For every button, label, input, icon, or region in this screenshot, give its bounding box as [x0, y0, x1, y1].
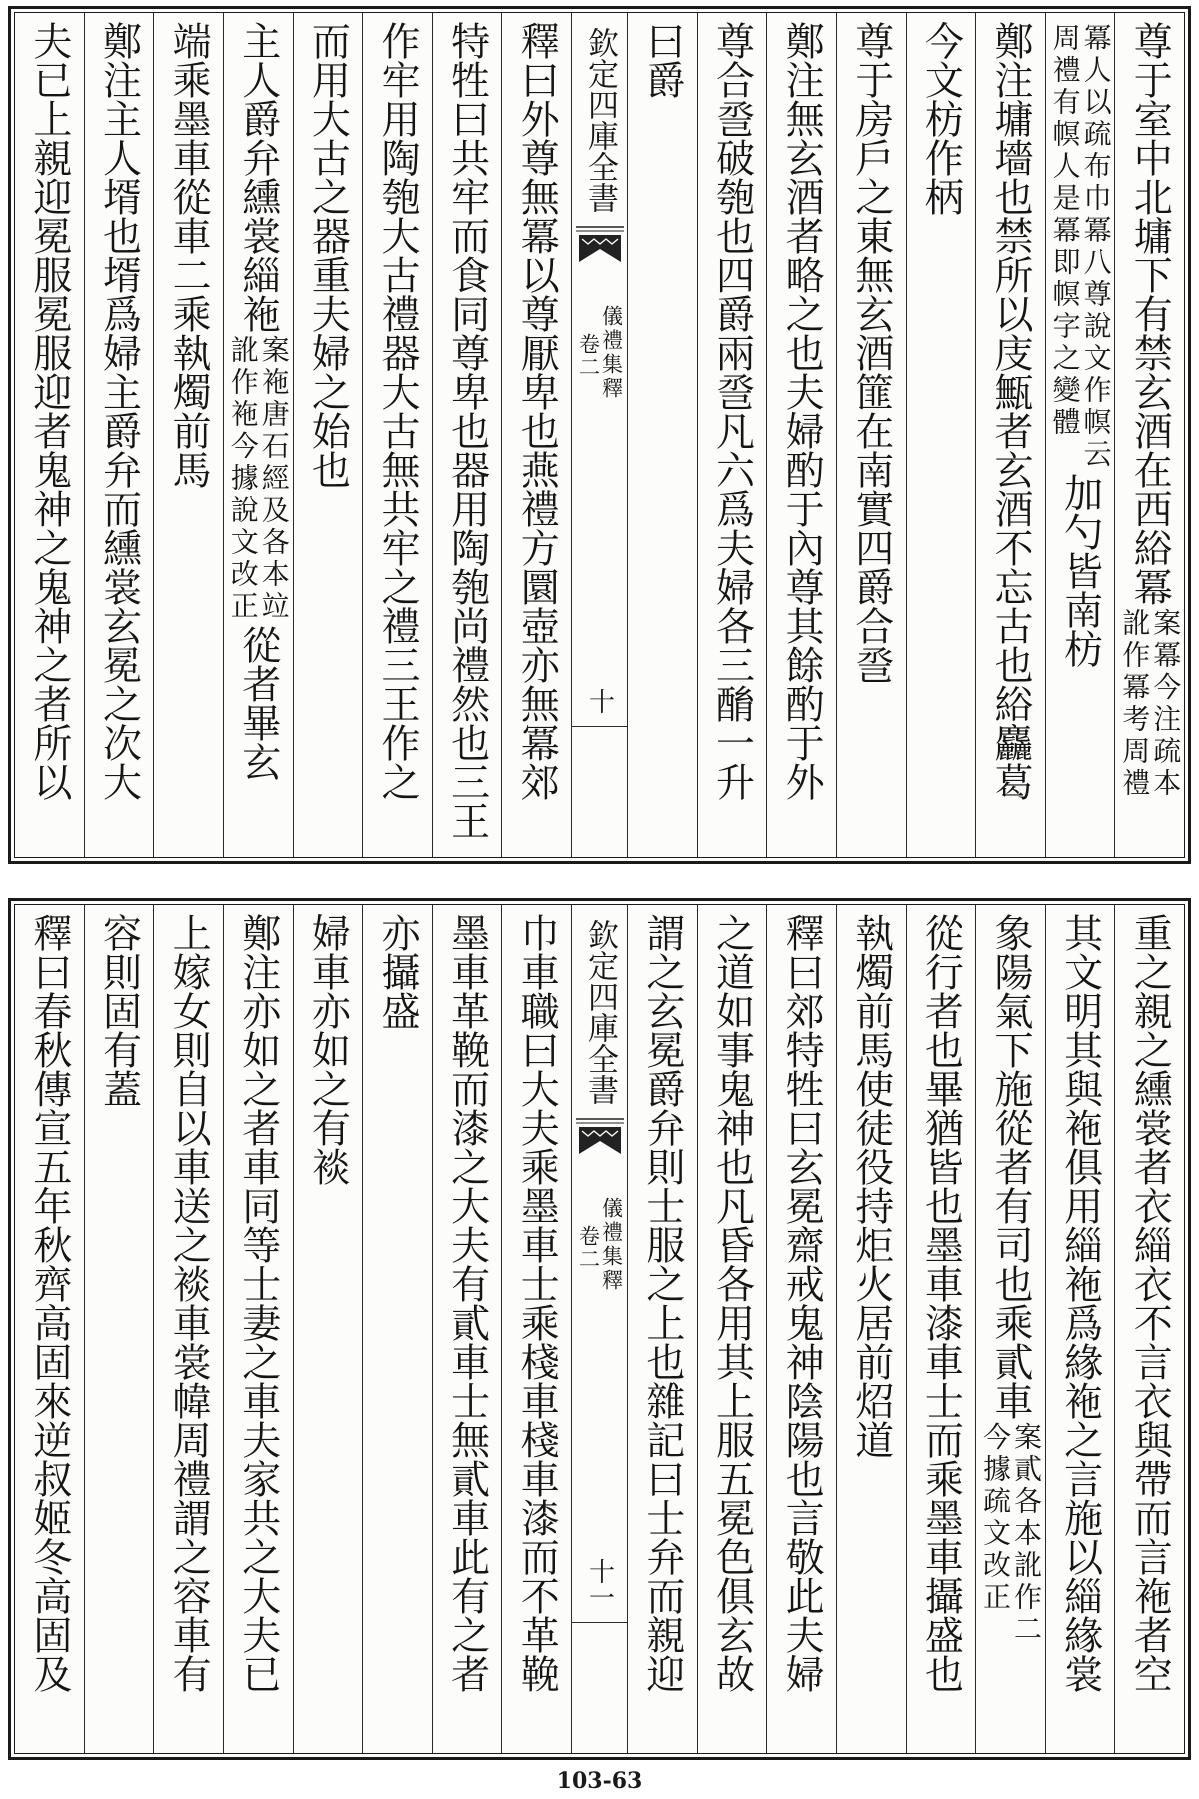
main-text: 上嫁女則自以車送之裧車裳幃周禮謂之容車有	[166, 913, 212, 1693]
footer-page-label: 103-63	[556, 1768, 643, 1794]
main-text: 作牢用陶匏大古禮器大古無共牢之禮三王作之	[374, 21, 420, 801]
annotation-line-left: 周禮有幎人是冪即幎字之變體	[1048, 23, 1082, 439]
text-column	[362, 13, 432, 857]
main-text: 亦攝盛	[374, 913, 420, 1030]
main-text: 重之親之纁裳者衣緇衣不言衣與帶而言袘者空	[1127, 913, 1173, 1693]
text-column	[293, 13, 363, 857]
text-column	[84, 13, 154, 857]
text-column	[697, 13, 767, 857]
book-title: 儀禮集釋	[599, 1197, 624, 1293]
fishtail-mark	[576, 225, 624, 265]
main-text: 墨車革鞔而漆之大夫有貳車士無貳車此有之者	[444, 913, 490, 1693]
main-text: 曰爵	[639, 21, 685, 99]
text-column	[501, 13, 571, 857]
text-column	[153, 905, 223, 1753]
page-number: 十一	[584, 1558, 615, 1610]
main-text: 釋曰春秋傳宣五年秋齊高固來逆叔姬冬高固及	[26, 913, 72, 1693]
text-column	[766, 13, 836, 857]
main-text: 尊于房戶之東無玄酒篚在南實四爵合巹	[848, 21, 894, 684]
main-text: 而用大古之器重夫婦之始也	[305, 21, 351, 489]
book-label	[578, 305, 622, 401]
volume-label: 卷二	[576, 333, 601, 379]
page-number-box	[572, 1558, 627, 1623]
main-text: 之道如事鬼神也凡昏各用其上服五冕色俱玄故	[709, 913, 755, 1693]
fold-column	[571, 13, 627, 857]
text-column	[1045, 905, 1115, 1753]
main-text: 婦車亦如之有裧	[305, 913, 351, 1186]
page-number: 十	[584, 688, 615, 714]
text-column	[223, 905, 293, 1753]
main-text: 尊于室中北墉下有禁玄酒在西綌冪	[1127, 21, 1173, 606]
text-column	[697, 905, 767, 1753]
book-title: 儀禮集釋	[599, 305, 624, 401]
page-number-box	[572, 688, 627, 727]
main-text: 鄭注無玄酒者略之也夫婦酌于內尊其餘酌于外	[779, 21, 825, 801]
text-column	[432, 13, 502, 857]
text-column	[501, 905, 571, 1753]
main-text: 從者畢玄	[235, 625, 281, 781]
main-text: 主人爵弁纁裳緇袘	[235, 21, 281, 333]
text-column	[836, 13, 906, 857]
text-column	[1114, 13, 1184, 857]
text-column	[766, 905, 836, 1753]
text-column	[1045, 13, 1115, 857]
annotation	[1048, 23, 1113, 471]
text-column	[627, 13, 697, 857]
annotation-line-left: 訛作冪考周禮	[1118, 608, 1152, 800]
annotation-line-right: 冪人以疏布巾冪八尊說文作幎云	[1079, 23, 1113, 471]
text-column	[836, 905, 906, 1753]
fold-column	[571, 905, 627, 1753]
fishtail-mark	[576, 1117, 624, 1157]
text-column	[432, 905, 502, 1753]
text-column	[84, 905, 154, 1753]
text-column	[975, 905, 1045, 1753]
page-frame	[14, 12, 1185, 858]
text-column	[627, 905, 697, 1753]
main-text: 容則固有蓋	[96, 913, 142, 1108]
series-title: 欽定四庫全書	[582, 919, 618, 1105]
text-column	[362, 905, 432, 1753]
main-text: 今文枋作柄	[918, 21, 964, 216]
annotation-line-right: 案冪今注疏本	[1149, 608, 1183, 800]
book-label	[578, 1197, 622, 1293]
main-text: 端乘墨車從車二乘執燭前馬	[166, 21, 212, 489]
volume-label: 卷二	[576, 1225, 601, 1271]
page-panel-top	[8, 6, 1191, 864]
main-text: 特牲曰共牢而食同尊卑也器用陶匏尚禮然也三王	[444, 21, 490, 840]
annotation	[1118, 608, 1183, 800]
main-text: 鄭注主人壻也壻爲婦主爵弁而纁裳玄冕之次大	[96, 21, 142, 801]
main-text: 從行者也畢猶皆也墨車漆車士而乘墨車攝盛也	[918, 913, 964, 1693]
text-column	[153, 13, 223, 857]
series-title: 欽定四庫全書	[582, 27, 618, 213]
text-column	[223, 13, 293, 857]
text-column	[1114, 905, 1184, 1753]
annotation-line-right: 案袘唐石經及各本竝	[257, 335, 291, 623]
main-text: 加勺皆南枋	[1057, 473, 1103, 668]
main-text: 釋曰外尊無冪以尊厭卑也燕禮方圜壺亦無冪郊	[514, 21, 560, 801]
main-text: 釋曰郊特牲曰玄冕齋戒鬼神陰陽也言敬此夫婦	[779, 913, 825, 1693]
page-panel-bottom	[8, 898, 1191, 1760]
main-text: 尊合巹破匏也四爵兩巹凡六爲夫婦各三酳一升	[709, 21, 755, 801]
annotation-line-left: 訛作袘今據說文改正	[226, 335, 260, 623]
annotation-line-left: 今據疏文改正	[978, 1422, 1012, 1614]
annotation-line-right: 案貳各本訛作二	[1009, 1422, 1043, 1646]
annotation	[978, 1422, 1043, 1646]
text-column	[906, 905, 976, 1753]
main-text: 夫已上親迎冕服冕服迎者鬼神之鬼神之者所以	[26, 21, 72, 801]
main-text: 謂之玄冕爵弁則士服之上也雜記曰士弁而親迎	[639, 913, 685, 1693]
main-text: 象陽氣下施從者有司也乘貳車	[987, 913, 1033, 1420]
text-column	[293, 905, 363, 1753]
main-text: 其文明其與袘俱用緇袘爲緣袘之言施以緇緣裳	[1057, 913, 1103, 1693]
text-column	[906, 13, 976, 857]
main-text: 鄭注亦如之者車同等士妻之車夫家共之大夫已	[235, 913, 281, 1693]
main-text: 執燭前馬使徒役持炬火居前炤道	[848, 913, 894, 1459]
text-column	[975, 13, 1045, 857]
text-column	[15, 905, 84, 1753]
text-column	[15, 13, 84, 857]
annotation	[226, 335, 291, 623]
page-frame	[14, 904, 1185, 1754]
main-text: 巾車職曰大夫乘墨車士乘棧車棧車漆而不革鞔	[514, 913, 560, 1693]
main-text: 鄭注墉墻也禁所以庋甒者玄酒不忘古也綌麤葛	[987, 21, 1033, 801]
